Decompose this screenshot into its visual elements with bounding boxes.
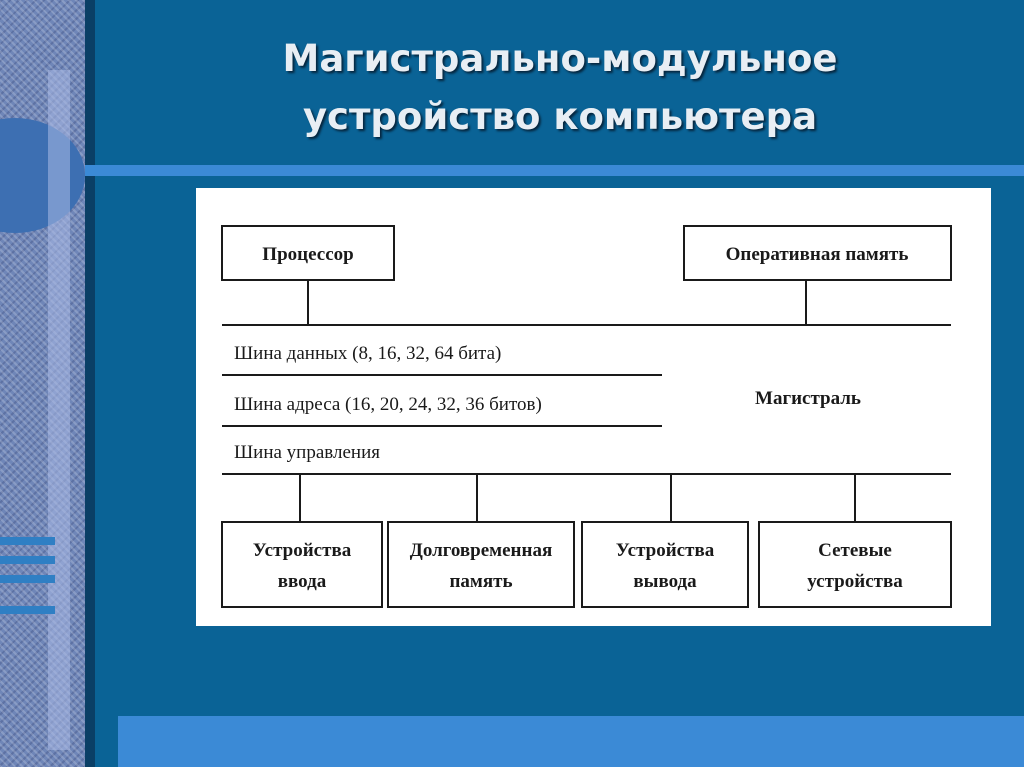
control-bus-label: Шина управления [234,442,380,463]
input-devices-label-line1: Устройства [252,540,352,561]
output-devices-label-line1: Устройства [615,540,715,561]
decorative-dark-band [85,0,95,767]
network-devices-label-line2: устройства [807,571,903,592]
title-divider [85,165,1024,176]
decorative-stripe [0,556,55,564]
output-devices-box [582,522,748,607]
network-devices-label-line1: Сетевые [818,540,892,561]
network-devices-box [759,522,951,607]
data-bus-label: Шина данных (8, 16, 32, 64 бита) [234,343,502,364]
decorative-bottom-bar [118,716,1024,767]
slide-title-line-1: Магистрально-модульное [282,37,838,80]
output-devices-label-line2: вывода [633,571,697,592]
input-devices-box [222,522,382,607]
processor-label: Процессор [262,244,354,265]
storage-label-line1: Долговременная [409,540,553,561]
diagram-panel [196,188,991,626]
decorative-vertical-bar [48,70,70,750]
backbone-label: Магистраль [755,388,861,409]
storage-label-line2: память [449,571,513,592]
ram-label: Оперативная память [725,244,909,265]
decorative-stripe [0,606,55,614]
slide-title [140,30,980,146]
input-devices-label-line2: ввода [277,571,327,592]
slide-title-line-2: устройство компьютера [302,95,818,138]
storage-box [388,522,574,607]
address-bus-label: Шина адреса (16, 20, 24, 32, 36 битов) [234,394,542,415]
bus-architecture-diagram [196,188,991,626]
decorative-left-strip [0,0,85,767]
decorative-stripe [0,537,55,545]
decorative-stripe [0,575,55,583]
